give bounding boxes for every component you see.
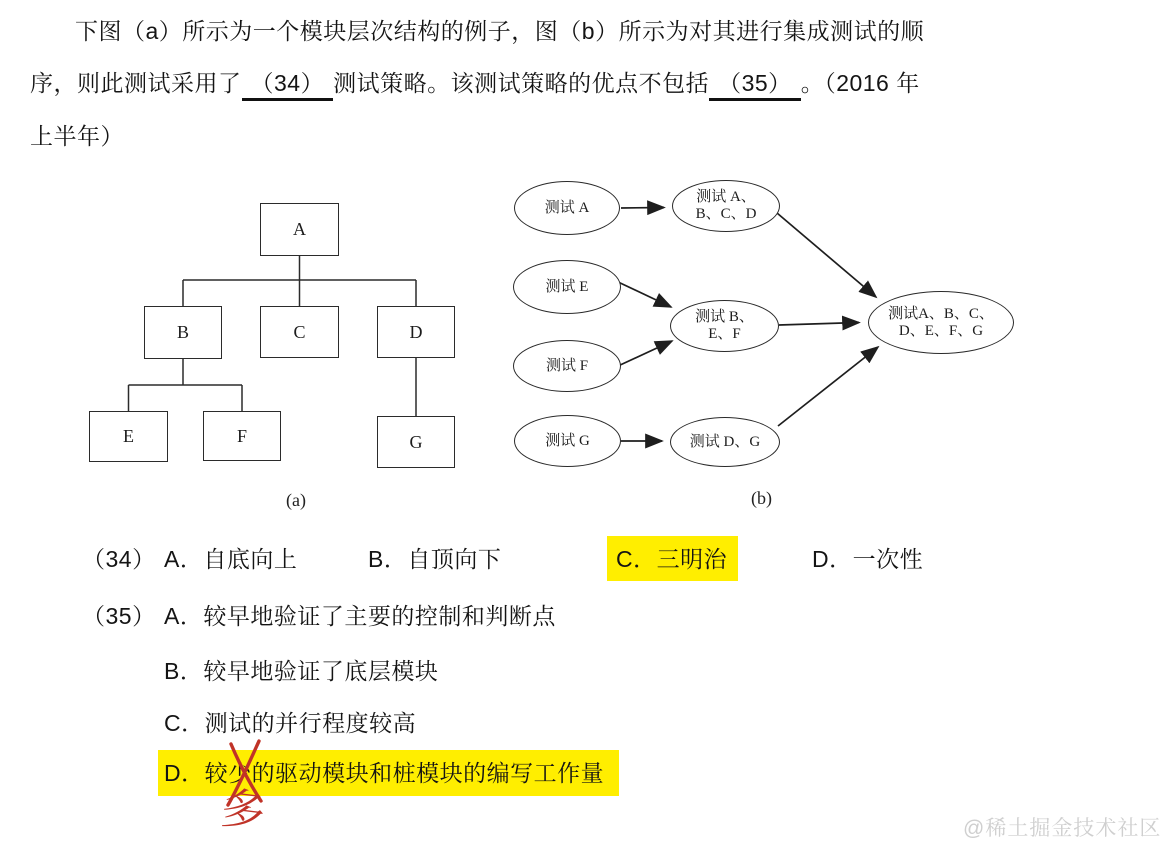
module-box-a: A xyxy=(260,203,339,256)
module-box-g: G xyxy=(377,416,455,468)
test-ellipse-all: 测试A、B、C、 D、E、F、G xyxy=(868,291,1014,354)
test-ellipse-g: 测试 G xyxy=(514,415,621,467)
q34-number: （34） xyxy=(82,546,156,572)
test-ellipse-abcd: 测试 A、 B、C、D xyxy=(672,180,780,232)
q35-option-b: B．较早地验证了底层模块 xyxy=(164,658,439,684)
paragraph-line-2-mid: 测试策略。该测试策略的优点不包括 xyxy=(333,70,710,96)
diagram-b-caption: (b) xyxy=(751,488,772,508)
paragraph-line-1: 下图（a）所示为一个模块层次结构的例子，图（b）所示为对其进行集成测试的顺 xyxy=(75,18,925,44)
test-ellipse-f: 测试 F xyxy=(513,340,621,392)
q34-option-c-highlighted: C．三明治 xyxy=(607,536,738,581)
module-box-f: F xyxy=(203,411,281,461)
paragraph-line-3: 上半年） xyxy=(30,123,124,149)
q34-option-a: A．自底向上 xyxy=(164,546,298,572)
module-box-e: E xyxy=(89,411,168,462)
test-ellipse-a: 测试 A xyxy=(514,181,620,235)
blank-34: （34） xyxy=(242,68,334,101)
watermark: @稀土掘金技术社区 xyxy=(963,817,1161,840)
q35-number: （35） xyxy=(82,603,156,629)
test-ellipse-e: 测试 E xyxy=(513,260,621,314)
diagram-a-caption: (a) xyxy=(286,490,306,510)
q34-option-d: D．一次性 xyxy=(812,546,924,572)
q35-option-d-highlighted: D．较少的驱动模块和桩模块的编写工作量 xyxy=(158,750,619,796)
test-ellipse-dg: 测试 D、G xyxy=(670,417,780,467)
module-box-c: C xyxy=(260,306,339,358)
q35-option-a: A．较早地验证了主要的控制和判断点 xyxy=(164,603,556,629)
paragraph-line-2 xyxy=(30,68,920,101)
module-box-d: D xyxy=(377,306,455,358)
paragraph-line-2-pre: 序，则此测试采用了 xyxy=(30,70,242,96)
q35-option-c: C．测试的并行程度较高 xyxy=(164,710,417,736)
handwritten-correction: 多 xyxy=(218,782,269,839)
blank-35: （35） xyxy=(709,68,801,101)
q34-option-b: B．自顶向下 xyxy=(368,546,502,572)
paragraph-line-2-post: 。（2016 年 xyxy=(800,70,920,96)
module-box-b: B xyxy=(144,306,222,359)
test-ellipse-bef: 测试 B、 E、F xyxy=(670,300,779,352)
